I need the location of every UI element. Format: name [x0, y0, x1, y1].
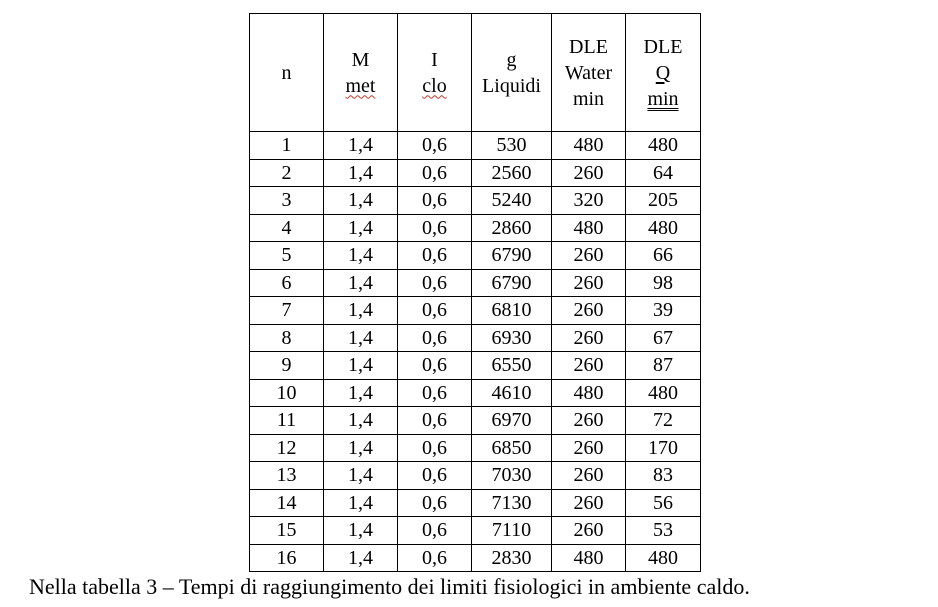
table-cell: 0,6 [398, 517, 472, 545]
table-cell: 4 [250, 214, 324, 242]
table-cell: 56 [626, 489, 701, 517]
table-cell: 260 [552, 269, 626, 297]
header-g-liquidi-line-1: g [506, 48, 517, 71]
table-cell: 6970 [472, 407, 552, 435]
table-body [250, 132, 701, 572]
table-cell: 1,4 [324, 517, 398, 545]
table-row [250, 297, 701, 325]
table-cell: 0,6 [398, 132, 472, 160]
table-cell: 87 [626, 352, 701, 380]
table-cell: 205 [626, 187, 701, 215]
header-dle-q-line-1: DLE [643, 35, 683, 58]
data-table [249, 13, 701, 572]
table-row [250, 489, 701, 517]
header-dle-water [552, 14, 626, 132]
header-m-met-line-2: met [345, 74, 376, 97]
table-cell: 1,4 [324, 407, 398, 435]
table-cell: 1,4 [324, 269, 398, 297]
table-cell: 480 [552, 214, 626, 242]
table-caption: Nella tabella 3 – Tempi di raggiungimento dei limiti fisiologici in ambiente caldo. [29, 574, 750, 599]
table-row [250, 352, 701, 380]
header-n [250, 14, 324, 132]
table-cell: 7 [250, 297, 324, 325]
header-i-clo-line-2: clo [422, 74, 447, 97]
table-cell: 1,4 [324, 214, 398, 242]
header-i-clo-line-1: I [431, 48, 438, 71]
table-cell: 11 [250, 407, 324, 435]
table-cell: 480 [552, 544, 626, 572]
header-dle-water-line-3: min [572, 87, 605, 110]
table-cell: 98 [626, 269, 701, 297]
header-dle-water-line-2: Water [564, 61, 613, 84]
table-cell: 480 [626, 132, 701, 160]
table-cell: 0,6 [398, 352, 472, 380]
table-cell: 2 [250, 159, 324, 187]
table-cell: 15 [250, 517, 324, 545]
table-row [250, 544, 701, 572]
header-dle-water-line-1: DLE [569, 35, 608, 58]
table-cell: 6 [250, 269, 324, 297]
table-cell: 1,4 [324, 132, 398, 160]
table-row [250, 324, 701, 352]
table-cell: 0,6 [398, 159, 472, 187]
table-row [250, 187, 701, 215]
table-cell: 260 [552, 159, 626, 187]
table-cell: 170 [626, 434, 701, 462]
table-cell: 480 [552, 379, 626, 407]
table-cell: 83 [626, 462, 701, 490]
table-row [250, 462, 701, 490]
table-cell: 260 [552, 407, 626, 435]
table-cell: 6850 [472, 434, 552, 462]
table-cell: 1,4 [324, 187, 398, 215]
table-cell: 1,4 [324, 324, 398, 352]
header-g-liquidi-line-2: Liquidi [482, 74, 541, 97]
table-cell: 480 [626, 544, 701, 572]
table-cell: 10 [250, 379, 324, 407]
table-cell: 72 [626, 407, 701, 435]
table-cell: 7110 [472, 517, 552, 545]
table-cell: 260 [552, 434, 626, 462]
table-cell: 0,6 [398, 544, 472, 572]
table-cell: 0,6 [398, 214, 472, 242]
table-cell: 6790 [472, 242, 552, 270]
header-m-met [324, 14, 398, 132]
header-m-met-line-1: M [351, 48, 370, 71]
table-cell: 260 [552, 352, 626, 380]
table-cell: 0,6 [398, 407, 472, 435]
header-i-clo [398, 14, 472, 132]
table-cell: 260 [552, 324, 626, 352]
table-cell: 0,6 [398, 489, 472, 517]
table-row [250, 434, 701, 462]
table-cell: 13 [250, 462, 324, 490]
table-cell: 0,6 [398, 324, 472, 352]
table-cell: 260 [552, 462, 626, 490]
table-cell: 260 [552, 297, 626, 325]
table-cell: 0,6 [398, 187, 472, 215]
table-cell: 4610 [472, 379, 552, 407]
table-cell: 12 [250, 434, 324, 462]
table-cell: 64 [626, 159, 701, 187]
table-cell: 6550 [472, 352, 552, 380]
table-cell: 67 [626, 324, 701, 352]
header-n-line-1: n [281, 61, 292, 84]
table-cell: 480 [626, 379, 701, 407]
header-dle-q-line-3: min [647, 87, 679, 110]
table-row [250, 269, 701, 297]
table-row [250, 379, 701, 407]
table-cell: 1,4 [324, 352, 398, 380]
table-cell: 0,6 [398, 462, 472, 490]
table-cell: 1,4 [324, 297, 398, 325]
table-cell: 5240 [472, 187, 552, 215]
table-cell: 14 [250, 489, 324, 517]
table-cell: 1,4 [324, 434, 398, 462]
table-cell: 0,6 [398, 434, 472, 462]
table-cell: 0,6 [398, 297, 472, 325]
table-cell: 260 [552, 489, 626, 517]
table-cell: 7030 [472, 462, 552, 490]
table-cell: 6810 [472, 297, 552, 325]
table-cell: 2830 [472, 544, 552, 572]
table-cell: 1,4 [324, 489, 398, 517]
table-cell: 530 [472, 132, 552, 160]
table-cell: 260 [552, 242, 626, 270]
table-cell: 16 [250, 544, 324, 572]
table-cell: 0,6 [398, 269, 472, 297]
table-cell: 0,6 [398, 242, 472, 270]
header-row [250, 14, 701, 132]
table-cell: 1,4 [324, 379, 398, 407]
table-cell: 1,4 [324, 462, 398, 490]
table-cell: 1,4 [324, 544, 398, 572]
header-g-liquidi [472, 14, 552, 132]
table-cell: 320 [552, 187, 626, 215]
table-cell: 480 [552, 132, 626, 160]
table-cell: 6790 [472, 269, 552, 297]
table-cell: 5 [250, 242, 324, 270]
table-row [250, 159, 701, 187]
table-cell: 2560 [472, 159, 552, 187]
table-cell: 53 [626, 517, 701, 545]
table-cell: 2860 [472, 214, 552, 242]
table-cell: 1,4 [324, 242, 398, 270]
table-cell: 8 [250, 324, 324, 352]
table-cell: 6930 [472, 324, 552, 352]
header-dle-q-line-2: Q [655, 61, 671, 84]
table-cell: 1,4 [324, 159, 398, 187]
table-cell: 3 [250, 187, 324, 215]
table-row [250, 242, 701, 270]
table-cell: 0,6 [398, 379, 472, 407]
table-cell: 66 [626, 242, 701, 270]
table-cell: 480 [626, 214, 701, 242]
table-cell: 1 [250, 132, 324, 160]
table-row [250, 407, 701, 435]
header-dle-q [626, 14, 701, 132]
table-row [250, 214, 701, 242]
table-cell: 260 [552, 517, 626, 545]
table-row [250, 132, 701, 160]
table-cell: 39 [626, 297, 701, 325]
table-cell: 7130 [472, 489, 552, 517]
table-cell: 9 [250, 352, 324, 380]
table-row [250, 517, 701, 545]
